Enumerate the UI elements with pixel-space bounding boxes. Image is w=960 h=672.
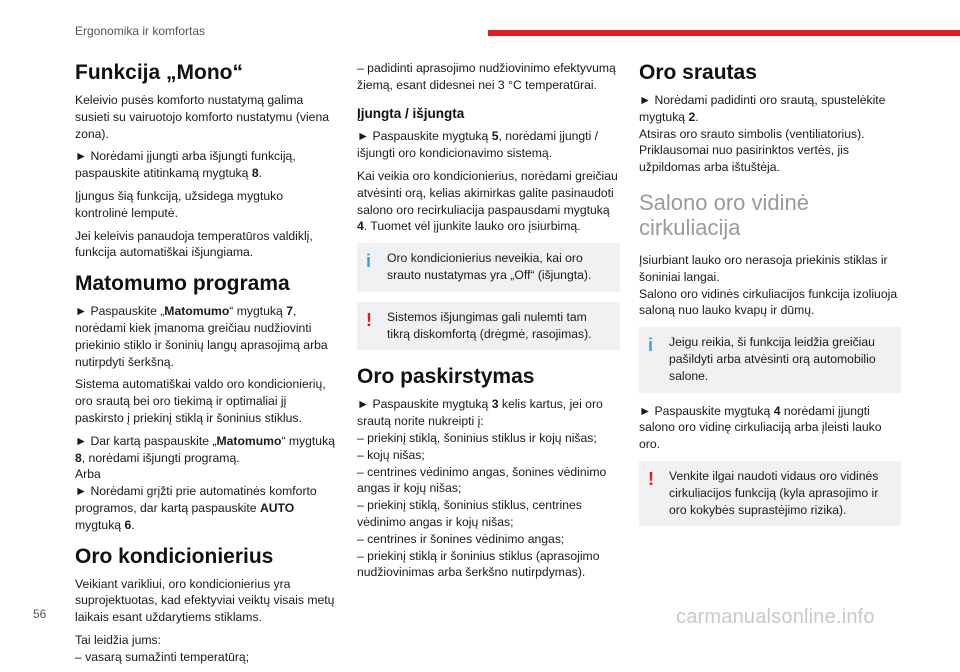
column-3: [639, 54, 901, 536]
text: ► Paspauskite mygtuką: [357, 397, 492, 412]
header-accent-bar: [488, 30, 960, 36]
recirculation-paragraph: Salono oro vidinės cirkuliacijos funkcija izoliuoja saloną nuo lauko kvapų ir dūmų.: [639, 286, 898, 318]
text: “ mygtuką: [229, 304, 287, 319]
list-item: – priekinį stiklą, šoninius stiklus ir kojų nišas;: [357, 430, 597, 445]
text: , norėdami įjungti / išjungti oro kondicionavimo sistemą.: [357, 129, 599, 161]
button-number: 7: [286, 304, 293, 319]
mono-paragraph: Keleivio pusės komforto nustatymą galima susieti su vairuotojo komforto nustatymu (viena zona).: [75, 93, 330, 141]
airflow-step: [639, 92, 901, 126]
button-number: 2: [688, 109, 696, 124]
button-number: 8: [75, 450, 82, 465]
text: , norėdami kiek įmanoma greičiau nudžiovinti priekinio stiklo ir šoninių langų aprasojimą arba nutirpdyti šerkšną.: [75, 304, 328, 369]
text: .: [258, 166, 262, 181]
mono-step: [75, 148, 337, 182]
text: mygtuką: [75, 517, 125, 532]
visibility-step: [75, 303, 337, 370]
warning-note: [639, 461, 901, 526]
text: ► Norėdami padidinti oro srautą, spustelėkite mygtuką: [639, 93, 886, 124]
warning-note-text: Sistemos išjungimas gali nulemti tam tikrą diskomfortą (drėgmė, rasojimas).: [387, 309, 592, 341]
warning-note: [357, 302, 620, 351]
info-note-text: Jeigu reikia, ši funkcija leidžia greičiau pašildyti arba atvėsinti orą automobilio salone.: [669, 335, 876, 383]
ac-paragraph: Veikiant varikliui, oro kondicionierius yra suprojektuotas, kad efektyviai veiktų visais metų laikais esant uždarytiems stiklams.: [75, 576, 335, 625]
button-name: AUTO: [259, 500, 295, 515]
text: . Tuomet vėl įjunkite lauko oro įsiurbimą.: [363, 219, 581, 234]
watermark: carmanualsonline.info: [676, 606, 875, 628]
visibility-step: [75, 433, 337, 467]
warning-icon: !: [648, 468, 654, 489]
ac-list-item: – vasarą sumažinti temperatūrą;: [75, 649, 250, 664]
distribution-list: [357, 430, 620, 581]
text: “ mygtuką: [281, 433, 335, 448]
text: .: [695, 109, 699, 124]
column-1: [75, 54, 337, 672]
text: ► Dar kartą paspauskite „: [75, 433, 217, 448]
ac-paragraph: Tai leidžia jums:: [75, 632, 162, 647]
recirculation-step: [639, 403, 901, 453]
info-note-text: Oro kondicionierius neveikia, kai oro srauto nustatymas yra „Off“ (išjungta).: [387, 251, 592, 282]
text: ► Paspauskite „: [75, 304, 165, 319]
info-note: [639, 327, 901, 392]
visibility-step: [75, 483, 337, 533]
text: norėdami įjungti salono oro vidinę cirkuliaciją arba įleisti lauko oro.: [639, 403, 882, 452]
visibility-paragraph: Sistema automatiškai valdo oro kondicionierių, oro srautą bei oro tiekimą ir optimaliai jį paskirsto į priekinį stiklą ir šoninius stiklus.: [75, 377, 326, 425]
button-number: 5: [491, 129, 499, 144]
list-item: – priekinį stiklą ir šoninius stiklus (aprasojimo nudžiovinimas arba šerkšno nutirpdymas).: [357, 548, 600, 580]
list-item: – kojų nišas;: [357, 447, 425, 462]
button-number: 4: [773, 403, 781, 418]
page-number: 56: [33, 607, 47, 621]
text: .: [131, 517, 135, 532]
button-number: 6: [124, 517, 132, 532]
list-item: – centrines ir šonines vėdinimo angas;: [357, 531, 565, 546]
text: Kai veikia oro kondicionierius, norėdami greičiau atvėsinti orą, kelias akimirkas galite pasinaudoti salono oro recirkuliacija paspausdami mygtuką: [357, 168, 618, 217]
section-title-onoff: Įjungta / išjungta: [357, 105, 465, 121]
recirculation-paragraph: Įsiurbiant lauko oro nerasoja priekinis stiklas ir šoniniai langai.: [639, 252, 888, 284]
button-number: 8: [251, 166, 259, 181]
section-title-ac: Oro kondicionierius: [75, 544, 274, 568]
section-title-mono: Funkcija „Mono“: [75, 61, 243, 84]
text: ► Paspauskite mygtuką: [357, 129, 492, 144]
airflow-paragraph: Atsiras oro srauto simbolis (ventiliatorius). Priklausomai nuo pasirinktos vertės, jis užpildomas arba ištuštėja.: [639, 126, 865, 175]
button-name: Matomumo: [164, 304, 230, 319]
button-name: Matomumo: [216, 433, 282, 448]
distribution-step: [357, 396, 620, 430]
section-title-distribution: Oro paskirstymas: [357, 365, 535, 389]
warning-note-text: Venkite ilgai naudoti vidaus oro vidinės cirkuliacijos funkciją (kyla aprasojimo ir oro kokybės suprastėjimo rizika).: [669, 468, 879, 517]
button-number: 3: [491, 397, 499, 412]
running-header: Ergonomika ir komfortas: [75, 24, 206, 38]
mono-paragraph: Jei keleivis panaudoja temperatūros valdiklį, funkcija automatiškai išjungiama.: [75, 228, 313, 260]
info-icon: i: [366, 251, 372, 272]
info-icon: i: [648, 335, 654, 356]
warning-icon: !: [366, 309, 372, 330]
list-item: – centrines vėdinimo angas, šonines vėdinimo angas ir kojų nišas;: [357, 464, 607, 496]
text: , norėdami išjungti programą.: [81, 450, 240, 465]
text: ► Norėdami grįžti prie automatinės komforto programos, dar kartą paspauskite: [75, 484, 317, 515]
ac-list-item: – padidinti aprasojimo nudžiovinimo efektyvumą žiemą, esant didesnei nei 3 °C temperatūrai.: [357, 61, 616, 92]
section-title-airflow: Oro srautas: [639, 61, 757, 84]
visibility-or: Arba: [75, 467, 101, 482]
text: ► Norėdami įjungti arba išjungti funkciją, paspauskite atitinkamą mygtuką: [75, 149, 296, 181]
text: kelis kartus, jei oro srautą norite nukreipti į:: [357, 397, 603, 429]
list-item: – priekinį stiklą, šoninius stiklus, centrines vėdinimo angas ir kojų nišas;: [357, 498, 582, 529]
onoff-paragraph: [357, 168, 620, 235]
button-number: 4: [357, 219, 364, 234]
section-title-recirculation: Salono oro vidinė cirkuliacija: [639, 189, 810, 240]
mono-paragraph: Įjungus šią funkciją, užsidega mygtuko kontrolinė lemputė.: [75, 188, 283, 220]
section-title-visibility: Matomumo programa: [75, 272, 290, 296]
onoff-step: [357, 128, 620, 162]
column-2: [357, 60, 620, 581]
text: ► Paspauskite mygtuką: [639, 403, 774, 418]
info-note: [357, 243, 620, 292]
